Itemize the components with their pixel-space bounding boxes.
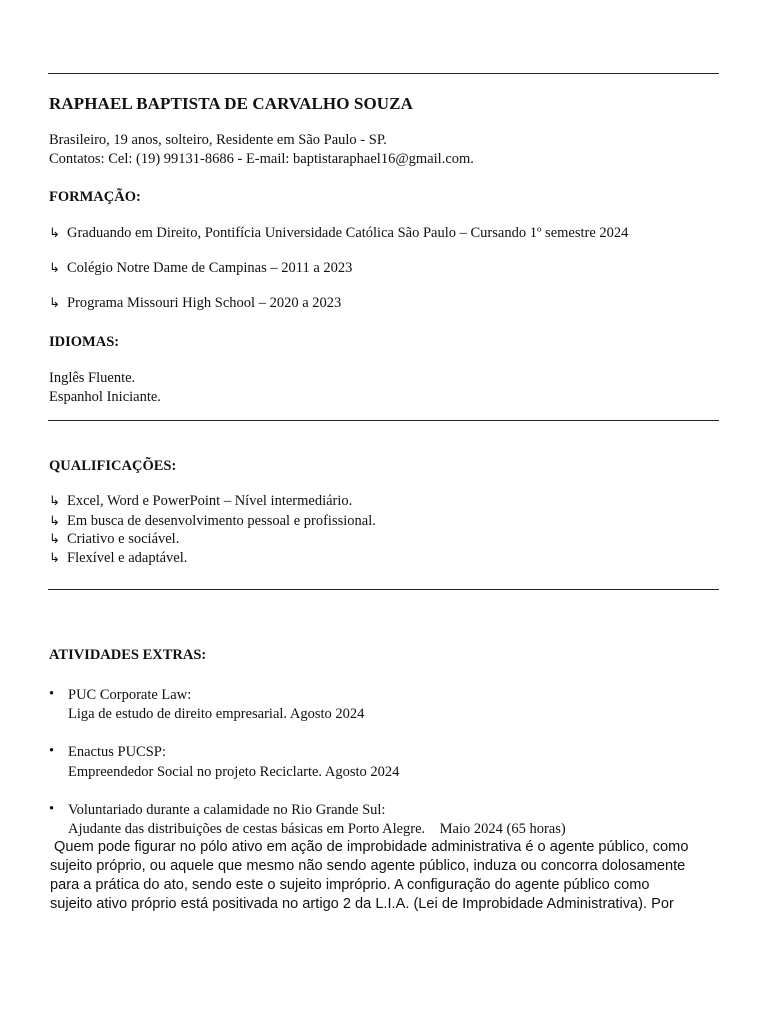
- idioma-item: Espanhol Iniciante.: [49, 389, 161, 405]
- arrow-icon: ↳: [49, 551, 60, 566]
- atividades-heading: ATIVIDADES EXTRAS:: [49, 647, 207, 663]
- contact-info: Contatos: Cel: (19) 99131-8686 - E-mail: baptistaraphael16@gmail.com.: [49, 151, 474, 167]
- bullet-icon: •: [49, 686, 55, 702]
- overlay-paragraph: [50, 838, 740, 914]
- atividade-title: Enactus PUCSP:: [68, 744, 166, 760]
- arrow-icon: ↳: [49, 226, 60, 241]
- arrow-icon: ↳: [49, 494, 60, 509]
- arrow-icon: ↳: [49, 532, 60, 547]
- personal-info: Brasileiro, 19 anos, solteiro, Residente em São Paulo - SP.: [49, 132, 387, 148]
- qualificacao-item-text: Excel, Word e PowerPoint – Nível intermediário.: [67, 493, 353, 509]
- formacao-item: [49, 260, 352, 277]
- qualificacoes-heading: QUALIFICAÇÕES:: [49, 458, 177, 474]
- section-divider: [48, 420, 719, 421]
- atividade-title: Voluntariado durante a calamidade no Rio Grande Sul:: [68, 802, 386, 818]
- formacao-item: [49, 225, 628, 242]
- qualificacao-item: [49, 531, 179, 548]
- arrow-icon: ↳: [49, 296, 60, 311]
- arrow-icon: ↳: [49, 514, 60, 529]
- arrow-icon: ↳: [49, 261, 60, 276]
- candidate-name: RAPHAEL BAPTISTA DE CARVALHO SOUZA: [49, 94, 413, 113]
- formacao-heading: FORMAÇÃO:: [49, 189, 141, 205]
- idiomas-heading: IDIOMAS:: [49, 334, 120, 350]
- paragraph-line: sujeito ativo próprio está positivada no artigo 2 da L.I.A. (Lei de Improbidade Administrativa). Por: [50, 896, 674, 912]
- bullet-icon: •: [49, 801, 55, 817]
- formacao-item-text: Colégio Notre Dame de Campinas – 2011 a 2023: [67, 260, 353, 276]
- idioma-item: Inglês Fluente.: [49, 370, 136, 386]
- qualificacao-item-text: Criativo e sociável.: [67, 531, 180, 547]
- qualificacao-item-text: Em busca de desenvolvimento pessoal e profissional.: [67, 513, 376, 529]
- atividade-title: PUC Corporate Law:: [68, 687, 192, 703]
- atividade-detail: Empreendedor Social no projeto Reciclarte. Agosto 2024: [68, 764, 400, 780]
- section-divider: [48, 589, 719, 590]
- formacao-item-text: Graduando em Direito, Pontifícia Universidade Católica São Paulo – Cursando 1º semestre 2024: [67, 225, 629, 241]
- formacao-item: [49, 295, 341, 312]
- formacao-item-text: Programa Missouri High School – 2020 a 2023: [67, 295, 342, 311]
- atividade-detail: Liga de estudo de direito empresarial. Agosto 2024: [68, 706, 365, 722]
- atividade-detail: Ajudante das distribuições de cestas básicas em Porto Alegre. Maio 2024 (65 horas): [68, 821, 566, 837]
- paragraph-line: sujeito próprio, ou aquele que mesmo não sendo agente público, induza ou concorra dolosamente: [50, 858, 686, 874]
- qualificacao-item-text: Flexível e adaptável.: [67, 550, 188, 566]
- bullet-icon: •: [49, 743, 55, 759]
- paragraph-line: para a prática do ato, sendo este o sujeito impróprio. A configuração do agente público como: [50, 877, 650, 893]
- qualificacao-item: [49, 493, 352, 510]
- qualificacao-item: [49, 550, 187, 567]
- qualificacao-item: [49, 513, 376, 530]
- paragraph-line: Quem pode figurar no pólo ativo em ação de improbidade administrativa é o agente público, como: [50, 839, 689, 855]
- top-divider: [48, 73, 719, 74]
